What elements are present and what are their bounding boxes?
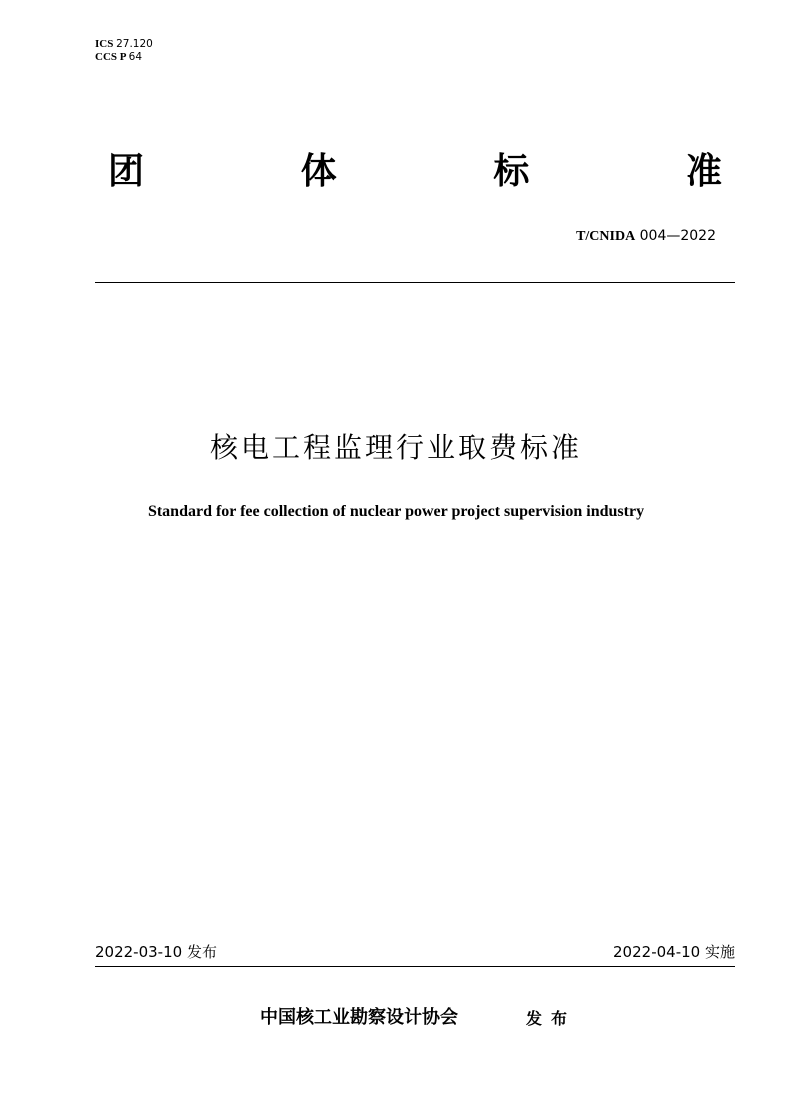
issue-date — [95, 942, 217, 962]
ics-line — [95, 38, 153, 51]
ics-label: ICS — [95, 38, 114, 50]
standard-type-char: 体 — [300, 151, 337, 192]
header-divider — [95, 282, 735, 283]
publisher-name: 中国核工业勘察设计协会 — [260, 1007, 458, 1028]
standard-type-char: 标 — [493, 151, 530, 192]
issue-date-label: 发布 — [186, 943, 217, 961]
standard-type-char: 团 — [108, 151, 145, 192]
implementation-date — [613, 942, 735, 962]
classification-codes — [95, 38, 153, 64]
document-title-chinese: 核电工程监理行业取费标准 — [209, 431, 582, 464]
ccs-label: CCS — [95, 51, 118, 63]
implementation-date-label: 实施 — [704, 943, 735, 961]
document-title-english: Standard for fee collection of nuclear power project supervision industry — [147, 503, 645, 520]
standard-type-char: 准 — [685, 151, 722, 192]
issue-date-value: 2022-03-10 — [95, 943, 183, 961]
footer-divider — [95, 966, 735, 967]
ccs-line — [95, 51, 153, 64]
implementation-date-value: 2022-04-10 — [613, 943, 701, 961]
ccs-code-letter: P — [119, 51, 126, 63]
standard-code-prefix: T/CNIDA — [576, 229, 636, 244]
ccs-code-number: 64 — [128, 51, 143, 63]
publisher-label: 发布 — [526, 1009, 577, 1028]
standard-type-heading — [108, 148, 722, 196]
standard-code — [576, 227, 716, 246]
ics-code: 27.120 — [116, 38, 153, 50]
standard-code-number: 004—2022 — [639, 228, 716, 244]
